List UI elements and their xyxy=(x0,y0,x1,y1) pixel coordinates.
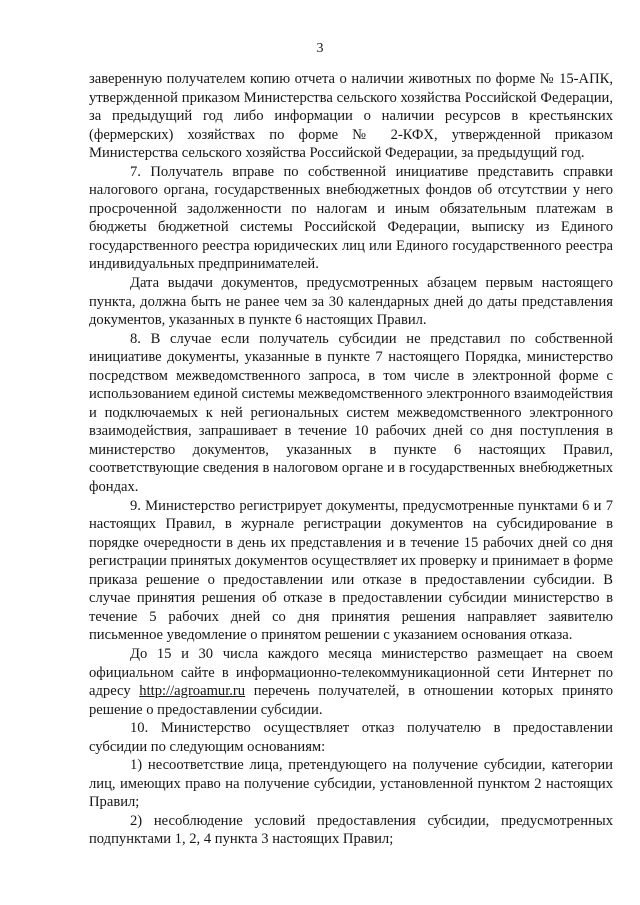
paragraph-item-7-date: Дата выдачи документов, предусмотренных абзацем первым настоящего пункта, должна быть не ранее чем за 30 календарных дней до даты представления документов, указанных в пункте 6 настоящих Правил. xyxy=(89,275,613,329)
paragraph-item-7: 7. Получатель вправе по собственной инициативе представить справки налогового органа, государственных внебюджетных фондов об отсутствии у него просроченной задолженности по налогам и иным обязательным платежам в бюджеты бюджетной системы Российской Федерации, выписку из Единого государственного реестра юридических лиц или Единого государственного реестра индивидуальных предпринимателей. xyxy=(89,163,613,273)
paragraph-item-9-site xyxy=(89,645,613,719)
paragraph-continuation: заверенную получателем копию отчета о наличии животных по форме № 15-АПК, утвержденной приказом Министерства сельского хозяйства Российской Федерации, за предыдущий год либо информации о наличии ресурсов в крестьянских (фермерских) хозяйствах по форме № 2-КФХ, утвержденной приказом Министерства сельского хозяйства Российской Федерации, за предыдущий год. xyxy=(89,71,613,162)
agroamur-link[interactable]: http://agroamur.ru xyxy=(139,683,246,700)
paragraph-item-10-1: 1) несоответствие лица, претендующего на получение субсидии, категории лиц, имеющих право на получение субсидии, установленной пунктом 2 настоящих Правил; xyxy=(89,757,613,811)
document-body xyxy=(89,70,613,849)
paragraph-item-8: 8. В случае если получатель субсидии не представил по собственной инициативе документы, указанные в пункте 7 настоящего Порядка, министерство посредством межведомственного запроса, в том числе в электронной форме с использованием единой системы межведомственного электронного взаимодействия и подключаемых к ней региональных систем межведомственного электронного взаимодействия, запрашивает в течение 10 рабочих дней со дня поступления в министерство документов, указанных в пункте 6 настоящих Правил, соответствующие сведения в налоговом органе и в государственных внебюджетных фондах. xyxy=(89,330,613,496)
paragraph-item-10: 10. Министерство осуществляет отказ получателю в предоставлении субсидии по следующим основаниям: xyxy=(89,720,613,755)
page-number: 3 xyxy=(316,41,324,56)
paragraph-item-9-site-text-before: До 15 и 30 числа каждого месяца министерство размещает на своем официальном сайте в информационно-телекоммуникационной сети Интернет по адресу xyxy=(89,645,613,700)
paragraph-item-10-2: 2) несоблюдение условий предоставления субсидии, предусмотренных подпунктами 1, 2, 4 пункта 3 настоящих Правил; xyxy=(89,812,613,848)
paragraph-item-9-site-text-after: перечень получателей, в отношении которых принято решение о предоставлении субсидии. xyxy=(89,683,613,718)
paragraph-item-9: 9. Министерство регистрирует документы, предусмотренные пунктами 6 и 7 настоящих Правил, в журнале регистрации документов на субсидирование в порядке очередности в день их представления и в течение 15 рабочих дней со дня регистрации принятых документов осуществляет их проверку и принимает в форме приказа решение о предоставлении или отказе в предоставлении субсидии. В случае принятия решения об отказе в предоставлении субсидии министерство в течение 5 рабочих дней со дня принятия решения направляет заявителю письменное уведомление о принятом решении с указанием основания отказа. xyxy=(89,497,613,644)
